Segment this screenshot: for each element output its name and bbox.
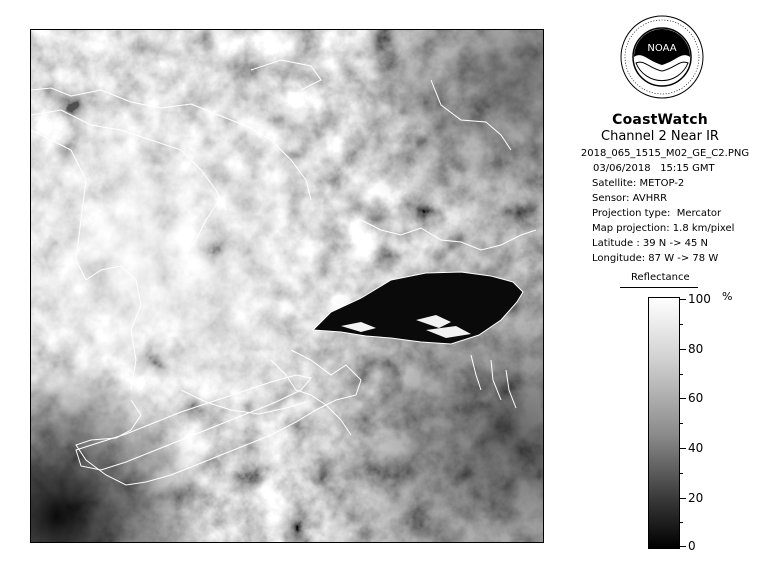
satellite-label: Satellite: (592, 178, 637, 189)
acquisition-datetime (560, 161, 770, 176)
noaa-logo-icon (620, 15, 704, 99)
satellite-row (560, 176, 770, 191)
projection-type-value: Mercator (676, 208, 722, 219)
colorbar-label: Reflectance (631, 272, 690, 283)
colorbar-minor-tick (680, 374, 683, 375)
colorbar-tick-label: 20 (688, 491, 704, 505)
sensor-value: AVHRR (632, 193, 668, 204)
acquisition-date: 03/06/2018 (593, 163, 651, 174)
longitude-row (560, 251, 770, 266)
colorbar-minor-tick (680, 473, 683, 474)
colorbar-tick (680, 349, 686, 350)
latitude-row (560, 236, 770, 251)
satellite-image-svg (31, 30, 543, 542)
noaa-logo (620, 15, 704, 99)
colorbar-minor-tick (680, 324, 683, 325)
colorbar-tick-label: 100 (688, 292, 711, 306)
colorbar-minor-tick (680, 423, 683, 424)
colorbar-tick (680, 398, 686, 399)
colorbar-tick-label: 0 (688, 539, 696, 553)
colorbar-tick-label: 60 (688, 391, 704, 405)
colorbar-tick (680, 498, 686, 499)
colorbar-tick-label: 40 (688, 441, 704, 455)
colorbar (648, 297, 680, 549)
map-projection-row (560, 221, 770, 236)
sensor-row (560, 191, 770, 206)
longitude-label: Longitude: (592, 253, 646, 264)
projection-type-row (560, 206, 770, 221)
longitude-value: 87 W -> 78 W (648, 253, 719, 264)
satellite-image (30, 29, 544, 543)
image-filename: 2018_065_1515_M02_GE_C2.PNG (580, 148, 750, 159)
colorbar-tick (680, 546, 686, 547)
map-projection-value: 1.8 km/pixel (672, 223, 735, 234)
colorbar-unit: % (722, 290, 733, 303)
app-title: CoastWatch (612, 112, 708, 128)
colorbar-tick (680, 299, 686, 300)
colorbar-minor-tick (680, 522, 683, 523)
acquisition-time: 15:15 GMT (660, 163, 715, 174)
latitude-value: 39 N -> 45 N (642, 238, 709, 249)
logo-text: NOAA (647, 43, 677, 54)
info-panel (560, 112, 770, 266)
map-projection-label: Map projection: (592, 223, 670, 234)
satellite-value: METOP-2 (639, 178, 685, 189)
projection-type-label: Projection type: (592, 208, 671, 219)
colorbar-tick-label: 80 (688, 342, 704, 356)
latitude-label: Latitude : (592, 238, 640, 249)
colorbar-tick (680, 448, 686, 449)
channel-subtitle: Channel 2 Near IR (601, 129, 719, 144)
colorbar-divider (620, 287, 698, 288)
sensor-label: Sensor: (592, 193, 630, 204)
